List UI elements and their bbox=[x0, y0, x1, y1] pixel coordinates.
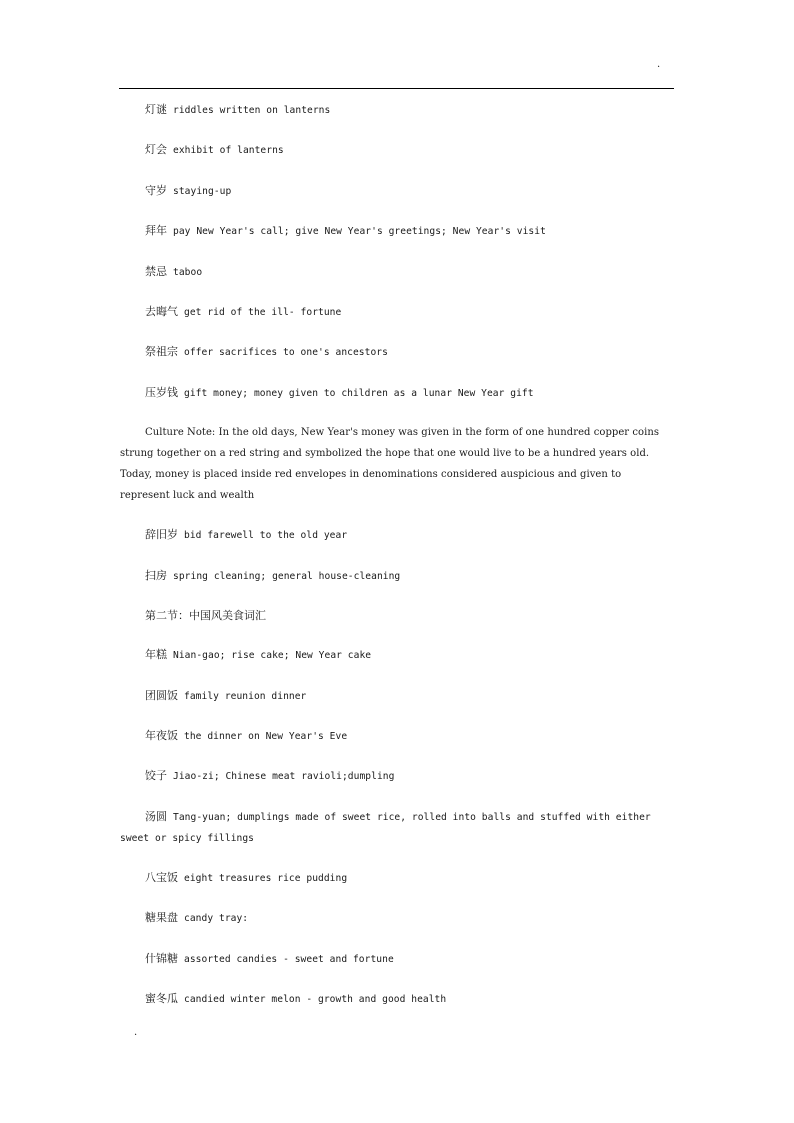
vocab-entry bbox=[120, 261, 674, 283]
vocab-translation: taboo bbox=[173, 266, 203, 278]
food-entry bbox=[120, 725, 674, 747]
food-term: 糖果盘 bbox=[145, 911, 178, 925]
vocab-term: 禁忌 bbox=[145, 264, 167, 278]
vocab-entry bbox=[120, 565, 674, 587]
vocab-translation: spring cleaning; general house-cleaning bbox=[173, 570, 401, 582]
header-mark: . bbox=[657, 59, 661, 70]
vocab-entry bbox=[120, 382, 674, 404]
food-translation: assorted candies - sweet and fortune bbox=[184, 953, 394, 965]
vocab-entry bbox=[120, 341, 674, 363]
food-translation: the dinner on New Year's Eve bbox=[184, 731, 348, 743]
header-rule bbox=[119, 88, 674, 89]
vocab-translation: bid farewell to the old year bbox=[184, 530, 348, 542]
vocab-translation: staying-up bbox=[173, 185, 232, 197]
vocab-term: 灯会 bbox=[145, 143, 167, 157]
vocab-translation: get rid of the ill- fortune bbox=[184, 306, 342, 318]
vocab-entry bbox=[120, 301, 674, 323]
vocab-term: 拜年 bbox=[145, 224, 167, 238]
vocab-term: 辞旧岁 bbox=[145, 528, 178, 542]
food-term: 什锦糖 bbox=[145, 951, 178, 965]
vocab-entry bbox=[120, 524, 674, 546]
food-translation: candied winter melon - growth and good health bbox=[184, 994, 447, 1006]
food-entry bbox=[120, 765, 674, 787]
food-entry bbox=[120, 806, 674, 849]
vocab-entry bbox=[120, 180, 674, 202]
vocab-translation: offer sacrifices to one's ancestors bbox=[184, 347, 388, 359]
food-term: 饺子 bbox=[145, 769, 167, 783]
vocab-translation: gift money; money given to children as a lunar New Year gift bbox=[184, 387, 534, 399]
food-entry bbox=[120, 644, 674, 666]
food-term: 蜜冬瓜 bbox=[145, 992, 178, 1006]
food-translation: eight treasures rice pudding bbox=[184, 872, 348, 884]
food-term: 年糕 bbox=[145, 648, 167, 662]
vocab-translation: pay New Year's call; give New Year's greetings; New Year's visit bbox=[173, 226, 546, 238]
vocab-translation: riddles written on lanterns bbox=[173, 105, 331, 116]
vocab-term: 扫房 bbox=[145, 568, 167, 582]
vocab-term: 祭祖宗 bbox=[145, 345, 178, 359]
food-entry bbox=[120, 867, 674, 889]
food-entry bbox=[120, 907, 674, 929]
food-term: 八宝饭 bbox=[145, 870, 178, 884]
food-term: 年夜饭 bbox=[145, 729, 178, 743]
food-translation: candy tray: bbox=[184, 913, 249, 925]
vocab-term: 灯谜 bbox=[145, 103, 167, 116]
vocab-entry bbox=[120, 139, 674, 161]
vocab-translation: exhibit of lanterns bbox=[173, 145, 284, 157]
food-translation: family reunion dinner bbox=[184, 690, 307, 702]
footer-mark: . bbox=[134, 1027, 138, 1038]
food-entry bbox=[120, 988, 674, 1010]
vocab-entry bbox=[120, 220, 674, 242]
food-entry bbox=[120, 948, 674, 970]
food-entry bbox=[120, 685, 674, 707]
food-term: 汤圆 bbox=[145, 809, 167, 823]
food-translation: Tang-yuan; dumplings made of sweet rice, rolled into balls and stuffed with either sweet or spicy fillings bbox=[120, 811, 651, 844]
food-translation: Nian-gao; rise cake; New Year cake bbox=[173, 650, 372, 662]
vocab-term: 压岁钱 bbox=[145, 385, 178, 399]
vocabulary-list bbox=[120, 99, 674, 1010]
food-translation: Jiao-zi; Chinese meat ravioli;dumpling bbox=[173, 771, 395, 783]
vocab-term: 去晦气 bbox=[145, 304, 178, 318]
vocab-term: 守岁 bbox=[145, 183, 167, 197]
food-term: 团圆饭 bbox=[145, 688, 178, 702]
vocab-entry bbox=[120, 99, 674, 121]
culture-note: Culture Note: In the old days, New Year's money was given in the form of one hundred copper coins strung together on a red string and symbolized the hope that one would live to be a hundred years old. Today, money is placed inside red envelopes in denominations considered auspicious and given to represent luck and wealth bbox=[120, 427, 660, 502]
section-heading: 第二节：中国风美食词汇 bbox=[145, 608, 266, 622]
